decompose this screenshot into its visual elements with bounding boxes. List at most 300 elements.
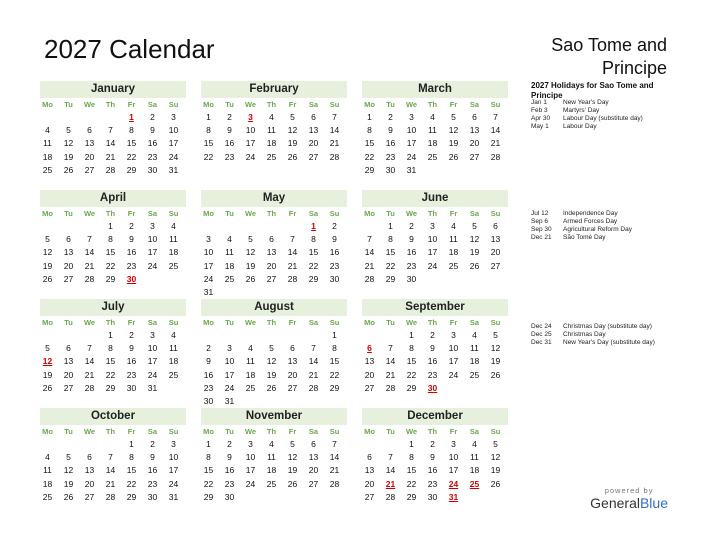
- day-cell: 25: [168, 369, 179, 380]
- holiday-day-cell: 24: [448, 478, 459, 489]
- day-cell: 9: [430, 343, 435, 354]
- day-cell: 5: [66, 452, 71, 463]
- day-cell: 26: [490, 369, 501, 380]
- day-cell: 18: [42, 478, 53, 489]
- day-cell: 21: [308, 369, 319, 380]
- day-cell: 24: [168, 478, 179, 489]
- weekday-label: Tu: [225, 318, 234, 327]
- empty-cell: [240, 220, 261, 233]
- day-cell: 25: [245, 382, 256, 393]
- day-cell: 11: [470, 343, 479, 354]
- holiday-row: [531, 210, 701, 218]
- day-cell: 16: [147, 138, 158, 149]
- day-cell: 10: [427, 234, 438, 245]
- day-cell: 21: [385, 369, 396, 380]
- day-cell: 14: [385, 356, 396, 367]
- weekday-label: Fr: [449, 100, 458, 109]
- empty-cell: [79, 220, 100, 233]
- holiday-day-cell: 31: [448, 491, 459, 502]
- empty-cell: [219, 220, 240, 233]
- day-cell: 8: [311, 234, 316, 245]
- day-cell: 1: [332, 330, 337, 340]
- weekday-label: Sa: [147, 427, 158, 436]
- day-cell: 3: [171, 439, 176, 449]
- day-cell: 26: [63, 491, 74, 502]
- holiday-date: Feb 3: [531, 107, 548, 114]
- day-cell: 28: [105, 164, 116, 175]
- day-cell: 3: [206, 234, 211, 245]
- month-name: July: [40, 299, 186, 316]
- weekday-label: Th: [105, 100, 116, 109]
- empty-cell: [359, 329, 380, 342]
- day-cell: 18: [266, 465, 277, 476]
- day-cell: 29: [105, 382, 116, 393]
- day-cell: 30: [147, 164, 158, 175]
- day-cell: 7: [332, 439, 337, 449]
- weekday-label: Tu: [386, 209, 395, 218]
- day-cell: 19: [266, 369, 277, 380]
- day-cell: 15: [329, 356, 340, 367]
- weekday-label: Tu: [225, 100, 234, 109]
- day-cell: 17: [448, 356, 459, 367]
- day-cell: 16: [329, 247, 340, 258]
- holiday-day-cell: 1: [311, 221, 316, 231]
- day-cell: 20: [287, 369, 298, 380]
- day-cell: 23: [427, 478, 438, 489]
- day-cell: 1: [388, 221, 393, 231]
- day-cell: 4: [472, 439, 477, 449]
- weekday-label: Mo: [42, 427, 53, 436]
- day-cell: 1: [129, 439, 134, 449]
- day-cell: 7: [493, 112, 498, 122]
- day-cell: 21: [287, 260, 298, 271]
- day-cell: 2: [430, 330, 435, 340]
- day-cell: 14: [490, 125, 501, 136]
- day-cell: 9: [409, 234, 414, 245]
- empty-cell: [100, 111, 121, 124]
- holiday-date: Jan 1: [531, 99, 547, 106]
- day-cell: 14: [364, 247, 375, 258]
- empty-cell: [380, 438, 401, 451]
- day-cell: 22: [364, 151, 375, 162]
- empty-cell: [198, 220, 219, 233]
- day-cell: 4: [430, 112, 435, 122]
- weekday-label: Tu: [386, 100, 395, 109]
- day-cell: 6: [87, 125, 92, 136]
- day-cell: 23: [147, 478, 158, 489]
- day-cell: 6: [269, 234, 274, 245]
- empty-cell: [37, 111, 58, 124]
- weekday-label: We: [405, 209, 418, 218]
- day-cell: 20: [364, 478, 375, 489]
- day-cell: 30: [147, 491, 158, 502]
- day-cell: 18: [448, 247, 459, 258]
- day-cell: 1: [367, 112, 372, 122]
- day-cell: 19: [245, 260, 256, 271]
- day-cell: 12: [448, 125, 459, 136]
- day-cell: 29: [406, 491, 417, 502]
- day-cell: 10: [245, 452, 256, 463]
- day-cell: 26: [245, 273, 256, 284]
- weekday-label: Su: [168, 318, 179, 327]
- day-cell: 20: [63, 369, 74, 380]
- day-cell: 18: [469, 356, 480, 367]
- day-cell: 14: [84, 356, 95, 367]
- day-cell: 1: [206, 439, 211, 449]
- weekday-label: Th: [266, 100, 277, 109]
- day-cell: 4: [227, 234, 232, 245]
- brand-name-part1: General: [590, 495, 640, 511]
- day-cell: 22: [126, 151, 137, 162]
- day-cell: 7: [332, 112, 337, 122]
- day-cell: 2: [332, 221, 337, 231]
- day-cell: 22: [105, 260, 116, 271]
- day-cell: 18: [168, 356, 179, 367]
- day-cell: 16: [385, 138, 396, 149]
- day-cell: 23: [329, 260, 340, 271]
- day-cell: 21: [105, 151, 116, 162]
- holiday-name: Independence Day: [563, 210, 618, 217]
- day-cell: 3: [430, 221, 435, 231]
- day-cell: 26: [469, 260, 480, 271]
- holiday-name: New Year's Day: [563, 99, 609, 106]
- day-cell: 22: [329, 369, 340, 380]
- day-cell: 30: [203, 395, 214, 406]
- holiday-date: Dec 25: [531, 331, 552, 338]
- weekday-label: Fr: [288, 427, 297, 436]
- day-cell: 3: [150, 330, 155, 340]
- month-january: [40, 81, 186, 177]
- day-cell: 17: [147, 247, 158, 258]
- holiday-row: [531, 339, 701, 347]
- day-cell: 6: [66, 343, 71, 354]
- day-cell: 24: [245, 151, 256, 162]
- day-cell: 2: [409, 221, 414, 231]
- empty-cell: [58, 220, 79, 233]
- day-cell: 14: [287, 247, 298, 258]
- day-cell: 20: [308, 138, 319, 149]
- weekday-label: Mo: [203, 318, 214, 327]
- day-cell: 22: [406, 478, 417, 489]
- day-cell: 24: [406, 151, 417, 162]
- day-cell: 11: [169, 234, 178, 245]
- day-cell: 24: [168, 151, 179, 162]
- day-cell: 5: [493, 330, 498, 340]
- holiday-date: Sep 6: [531, 218, 548, 225]
- holidays-title: 2027 Holidays for Sao Tome and Principe: [531, 81, 654, 100]
- day-cell: 10: [168, 452, 179, 463]
- month-grid: [37, 425, 186, 504]
- day-cell: 5: [493, 439, 498, 449]
- empty-cell: [58, 111, 79, 124]
- empty-cell: [100, 438, 121, 451]
- day-cell: 16: [126, 247, 137, 258]
- weekday-label: Fr: [288, 209, 297, 218]
- holiday-list: [531, 210, 701, 242]
- day-cell: 27: [469, 151, 480, 162]
- day-cell: 8: [129, 125, 134, 136]
- weekday-label: Su: [490, 427, 501, 436]
- day-cell: 10: [448, 343, 459, 354]
- day-cell: 23: [203, 382, 214, 393]
- day-cell: 24: [203, 273, 214, 284]
- day-cell: 6: [66, 234, 71, 245]
- weekday-label: Su: [168, 209, 179, 218]
- day-cell: 22: [203, 478, 214, 489]
- day-cell: 31: [224, 395, 235, 406]
- day-cell: 30: [329, 273, 340, 284]
- holiday-list: [531, 323, 701, 347]
- day-cell: 16: [427, 465, 438, 476]
- day-cell: 22: [126, 478, 137, 489]
- month-name: June: [362, 190, 508, 207]
- month-december: [362, 408, 508, 504]
- empty-cell: [58, 329, 79, 342]
- day-cell: 15: [203, 465, 214, 476]
- empty-cell: [198, 329, 219, 342]
- day-cell: 30: [427, 491, 438, 502]
- empty-cell: [303, 329, 324, 342]
- day-cell: 8: [206, 452, 211, 463]
- day-cell: 5: [45, 234, 50, 245]
- day-cell: 18: [245, 369, 256, 380]
- month-grid: [359, 98, 508, 177]
- empty-cell: [79, 329, 100, 342]
- day-cell: 27: [287, 382, 298, 393]
- day-cell: 20: [308, 465, 319, 476]
- day-cell: 15: [126, 465, 137, 476]
- weekday-label: Sa: [147, 209, 158, 218]
- day-cell: 9: [129, 343, 134, 354]
- day-cell: 7: [367, 234, 372, 245]
- day-cell: 1: [409, 330, 414, 340]
- day-cell: 7: [87, 343, 92, 354]
- holiday-row: [531, 107, 701, 115]
- day-cell: 14: [105, 138, 116, 149]
- day-cell: 24: [147, 260, 158, 271]
- day-cell: 26: [63, 164, 74, 175]
- day-cell: 11: [169, 343, 178, 354]
- empty-cell: [282, 220, 303, 233]
- holiday-row: [531, 123, 701, 131]
- day-cell: 31: [168, 164, 179, 175]
- weekday-label: Fr: [127, 100, 136, 109]
- day-cell: 2: [206, 343, 211, 354]
- day-cell: 11: [225, 247, 234, 258]
- day-cell: 5: [248, 234, 253, 245]
- day-cell: 20: [469, 138, 480, 149]
- weekday-label: Su: [168, 427, 179, 436]
- day-cell: 29: [364, 164, 375, 175]
- day-cell: 19: [448, 138, 459, 149]
- day-cell: 27: [364, 382, 375, 393]
- day-cell: 30: [406, 273, 417, 284]
- month-june: [362, 190, 508, 286]
- day-cell: 31: [406, 164, 417, 175]
- day-cell: 26: [287, 478, 298, 489]
- weekday-label: Sa: [147, 318, 158, 327]
- empty-cell: [261, 220, 282, 233]
- month-grid: [198, 425, 347, 504]
- day-cell: 9: [430, 452, 435, 463]
- day-cell: 25: [168, 260, 179, 271]
- country-line-2: Principe: [601, 58, 667, 78]
- day-cell: 22: [385, 260, 396, 271]
- day-cell: 20: [84, 151, 95, 162]
- day-cell: 15: [406, 356, 417, 367]
- day-cell: 31: [147, 382, 158, 393]
- day-cell: 20: [84, 478, 95, 489]
- empty-cell: [359, 220, 380, 233]
- day-cell: 16: [427, 356, 438, 367]
- day-cell: 29: [308, 273, 319, 284]
- day-cell: 29: [406, 382, 417, 393]
- empty-cell: [240, 329, 261, 342]
- day-cell: 28: [84, 273, 95, 284]
- day-cell: 19: [287, 465, 298, 476]
- day-cell: 23: [126, 260, 137, 271]
- holiday-day-cell: 3: [248, 112, 253, 122]
- day-cell: 8: [409, 452, 414, 463]
- month-name: September: [362, 299, 508, 316]
- weekday-label: Mo: [364, 318, 375, 327]
- weekday-label: We: [244, 318, 257, 327]
- day-cell: 28: [385, 491, 396, 502]
- day-cell: 30: [385, 164, 396, 175]
- holiday-row: [531, 323, 701, 331]
- holiday-name: Christmas Day: [563, 331, 606, 338]
- day-cell: 25: [42, 491, 53, 502]
- day-cell: 9: [388, 125, 393, 136]
- weekday-label: Mo: [42, 100, 53, 109]
- day-cell: 5: [290, 439, 295, 449]
- weekday-label: Sa: [469, 209, 480, 218]
- day-cell: 10: [203, 247, 214, 258]
- day-cell: 12: [287, 125, 298, 136]
- day-cell: 15: [364, 138, 375, 149]
- weekday-label: Fr: [449, 318, 458, 327]
- weekday-label: Su: [329, 427, 340, 436]
- weekday-label: We: [83, 209, 96, 218]
- day-cell: 10: [224, 356, 235, 367]
- day-cell: 2: [150, 439, 155, 449]
- country-name: [535, 34, 667, 80]
- day-cell: 2: [129, 330, 134, 340]
- day-cell: 7: [388, 343, 393, 354]
- day-cell: 19: [490, 465, 501, 476]
- day-cell: 18: [168, 247, 179, 258]
- day-cell: 23: [224, 478, 235, 489]
- weekday-label: We: [405, 318, 418, 327]
- holiday-row: [531, 99, 701, 107]
- weekday-label: Th: [105, 209, 116, 218]
- day-cell: 4: [248, 343, 253, 354]
- day-cell: 6: [367, 452, 372, 463]
- holiday-date: Jul 12: [531, 210, 549, 217]
- weekday-label: Th: [266, 209, 277, 218]
- day-cell: 5: [451, 112, 456, 122]
- empty-cell: [37, 220, 58, 233]
- day-cell: 6: [290, 343, 295, 354]
- day-cell: 11: [43, 465, 52, 476]
- day-cell: 28: [490, 151, 501, 162]
- day-cell: 25: [266, 478, 277, 489]
- day-cell: 18: [427, 138, 438, 149]
- month-february: [201, 81, 347, 164]
- day-cell: 25: [469, 369, 480, 380]
- day-cell: 15: [406, 465, 417, 476]
- day-cell: 17: [245, 465, 256, 476]
- month-november: [201, 408, 347, 504]
- day-cell: 13: [490, 234, 501, 245]
- day-cell: 19: [469, 247, 480, 258]
- empty-cell: [380, 329, 401, 342]
- weekday-label: Fr: [127, 318, 136, 327]
- weekday-label: Tu: [386, 318, 395, 327]
- day-cell: 27: [63, 273, 74, 284]
- weekday-label: Sa: [469, 100, 480, 109]
- weekday-label: Su: [490, 209, 501, 218]
- day-cell: 28: [385, 382, 396, 393]
- day-cell: 21: [329, 465, 340, 476]
- day-cell: 13: [63, 356, 74, 367]
- month-grid: [37, 98, 186, 177]
- day-cell: 5: [290, 112, 295, 122]
- holiday-name: São Tomé Day: [563, 234, 606, 241]
- day-cell: 9: [227, 125, 232, 136]
- weekday-label: Su: [329, 100, 340, 109]
- day-cell: 2: [227, 112, 232, 122]
- powered-by-text: powered by: [604, 486, 654, 495]
- day-cell: 19: [42, 369, 53, 380]
- day-cell: 11: [267, 452, 276, 463]
- day-cell: 28: [308, 382, 319, 393]
- month-grid: [37, 207, 186, 286]
- weekday-label: Sa: [308, 100, 319, 109]
- weekday-label: Mo: [42, 209, 53, 218]
- day-cell: 9: [332, 234, 337, 245]
- holiday-name: Martyrs' Day: [563, 107, 600, 114]
- day-cell: 21: [490, 138, 501, 149]
- day-cell: 25: [427, 151, 438, 162]
- day-cell: 24: [245, 478, 256, 489]
- day-cell: 11: [267, 125, 276, 136]
- day-cell: 3: [227, 343, 232, 354]
- day-cell: 10: [147, 234, 158, 245]
- day-cell: 29: [329, 382, 340, 393]
- weekday-label: Mo: [203, 100, 214, 109]
- day-cell: 30: [126, 382, 137, 393]
- day-cell: 15: [385, 247, 396, 258]
- weekday-label: Mo: [364, 209, 375, 218]
- day-cell: 2: [388, 112, 393, 122]
- day-cell: 26: [266, 382, 277, 393]
- day-cell: 14: [385, 465, 396, 476]
- holiday-day-cell: 12: [42, 356, 53, 367]
- day-cell: 12: [245, 247, 256, 258]
- day-cell: 17: [427, 247, 438, 258]
- month-grid: [359, 425, 508, 504]
- day-cell: 19: [287, 138, 298, 149]
- day-cell: 4: [45, 125, 50, 136]
- day-cell: 4: [269, 439, 274, 449]
- day-cell: 12: [266, 356, 277, 367]
- day-cell: 14: [308, 356, 319, 367]
- day-cell: 9: [227, 452, 232, 463]
- day-cell: 9: [206, 356, 211, 367]
- day-cell: 10: [245, 125, 256, 136]
- day-cell: 21: [105, 478, 116, 489]
